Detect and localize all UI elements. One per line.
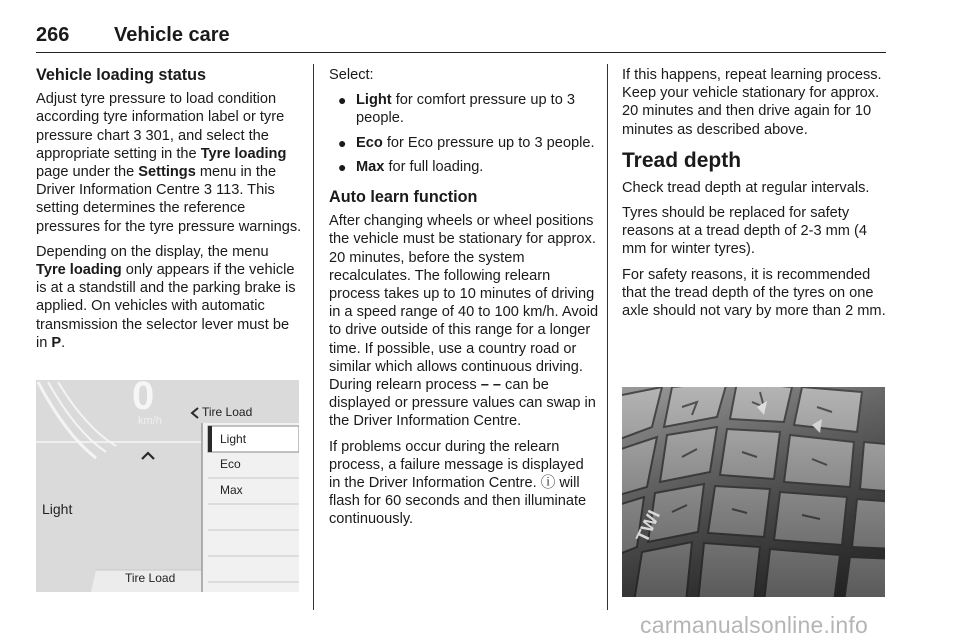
- menu-item-light: Light: [220, 432, 247, 446]
- page-ref-arrow: 3: [133, 127, 142, 144]
- speed-digit: 0: [132, 380, 155, 418]
- tpms-warning-icon: ⓘ: [540, 475, 556, 492]
- paragraph: Adjust tyre pressure to load condition according tyre information label or tyre pressure chart 3 301, and select the appropriate setting in the Tyre loading page under the Settings menu in the Driver Information Centre 3 113. This setting determines the reference pressures for the tyre pressure warnings.: [36, 91, 302, 235]
- current-setting-label: Light: [42, 501, 73, 517]
- column-right: [622, 66, 888, 327]
- bold-term: Tyre loading: [200, 145, 287, 162]
- watermark: carmanualsonline.info: [640, 612, 868, 638]
- back-label: Tire Load: [202, 405, 253, 419]
- paragraph: If this happens, repeat learning process. Keep your vehicle stationary for approx. 20 minutes and then drive again for 10 minutes as described above.: [622, 67, 882, 138]
- menu-item-max: Max: [220, 483, 243, 497]
- list-item: ● Light for comfort pressure up to 3 people.: [338, 92, 575, 127]
- display-illustration: [36, 380, 299, 592]
- page-ref-arrow: 3: [203, 182, 213, 199]
- bottom-tab-label: Tire Load: [125, 571, 176, 585]
- section-heading-tread-depth: Tread depth: [622, 148, 742, 172]
- list-item: ● Eco for Eco pressure up to 3 people.: [338, 134, 595, 151]
- select-label: Select:: [329, 67, 374, 83]
- bold-term: P: [51, 334, 62, 351]
- section-heading-loading-status: Vehicle loading status: [36, 66, 207, 84]
- column-divider: [607, 64, 608, 610]
- page-number: 266: [36, 24, 70, 46]
- speed-unit: km/h: [138, 415, 162, 427]
- list-item: ● Max for full loading.: [338, 158, 484, 175]
- menu-item-eco: Eco: [220, 457, 241, 471]
- bold-term: Tyre loading: [36, 262, 122, 279]
- column-middle: [329, 66, 599, 536]
- paragraph: After changing wheels or wheel positions the vehicle must be stationary for approx. 20 minutes, before the system recalculates. The following relearn process takes up to 10 minutes of driving in a speed range of 40 to 100 km/h. Avoid to drive outside of this range for a longer time. If possible, use a country road or similar which allows continuous driving. During relearn process – – can be displayed or pressure values can swap in the Driver Information Centre.: [329, 213, 599, 430]
- chapter-title: Vehicle care: [114, 24, 230, 46]
- paragraph: Check tread depth at regular intervals.: [622, 179, 870, 196]
- paragraph: Depending on the display, the menu Tyre loading only appears if the vehicle is at a standstill and the parking brake is applied. On vehicles with automatic transmission the selector lever must be in P.: [36, 243, 296, 351]
- paragraph: For safety reasons, it is recommended that the tread depth of the tyres on one axle should not vary by more than 2 mm.: [622, 266, 886, 320]
- setting-options-list: [329, 91, 599, 176]
- tyre-tread-figure: [622, 387, 885, 597]
- paragraph: If problems occur during the relearn process, a failure message is displayed in the Driver Information Centre. ⓘ will flash for 60 seconds and then illuminate continuously.: [329, 438, 587, 528]
- twi-marking: TWI: [632, 507, 665, 546]
- column-left: [36, 66, 302, 359]
- driver-info-display-figure: [36, 380, 299, 592]
- paragraph: Tyres should be replaced for safety reasons at a tread depth of 2-3 mm (4 mm for winter tyres).: [622, 205, 867, 258]
- relearn-dashes: – –: [480, 377, 501, 394]
- section-heading-auto-learn: Auto learn function: [329, 188, 478, 207]
- tyre-tread-illustration: [622, 387, 885, 597]
- column-divider: [313, 64, 314, 610]
- page-header: [36, 22, 886, 53]
- bold-term: Settings: [138, 164, 196, 181]
